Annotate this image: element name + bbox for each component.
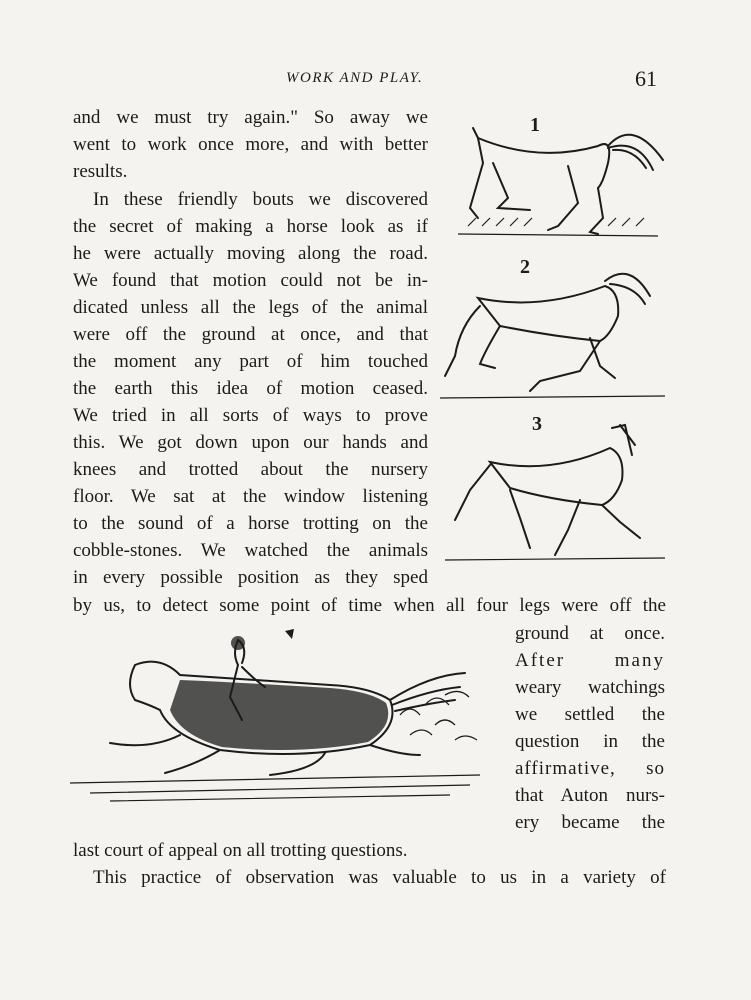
text-line: and we must try again." So away we (73, 107, 428, 128)
text-line: weary watchings (515, 677, 665, 698)
text-line: went to work once more, and with better (73, 134, 428, 155)
figure-number: 1 (530, 114, 540, 136)
text-line: affirmative, so (515, 758, 665, 779)
text-line: We found that motion could not be in- (73, 270, 428, 291)
running-header: WORK AND PLAY. (286, 70, 424, 86)
text-line: were off the ground at once, and that (73, 324, 428, 345)
text-line: to the sound of a horse trotting on the (73, 513, 428, 534)
text-line: dicated unless all the legs of the animal (73, 297, 428, 318)
figure-number: 2 (520, 256, 530, 278)
text-line: we settled the (515, 704, 665, 725)
text-line: question in the (515, 731, 665, 752)
text-line: knees and trotted about the nursery (73, 459, 428, 480)
text-line: After many (515, 650, 665, 671)
text-line: floor. We sat at the window listening (73, 486, 428, 507)
horse-figure-2 (440, 256, 670, 406)
text-line: last court of appeal on all trotting questions. (73, 840, 408, 861)
horse-figure-3 (440, 410, 670, 565)
text-line: results. (73, 161, 128, 182)
text-line: In these friendly bouts we discovered (93, 189, 428, 210)
text-line: the secret of making a horse look as if (73, 216, 428, 237)
text-line: by us, to detect some point of time when all four legs were off the (73, 595, 666, 616)
text-line: he were actually moving along the road. (73, 243, 428, 264)
text-line: ery became the (515, 812, 665, 833)
text-line: ground at once. (515, 623, 665, 644)
text-line: This practice of observation was valuable to us in a variety of (93, 867, 666, 888)
text-line: this. We got down upon our hands and (73, 432, 428, 453)
page-number: 61 (635, 66, 657, 91)
galloping-horse-rider-figure (70, 625, 500, 825)
text-line: in every possible position as they sped (73, 567, 428, 588)
text-line: We tried in all sorts of ways to prove (73, 405, 428, 426)
text-line: the moment any part of him touched (73, 351, 428, 372)
text-line: cobble-stones. We watched the animals (73, 540, 428, 561)
text-line: the earth this idea of motion ceased. (73, 378, 428, 399)
text-line: that Auton nurs- (515, 785, 665, 806)
figure-number: 3 (532, 413, 542, 435)
horse-figure-1 (448, 108, 670, 243)
